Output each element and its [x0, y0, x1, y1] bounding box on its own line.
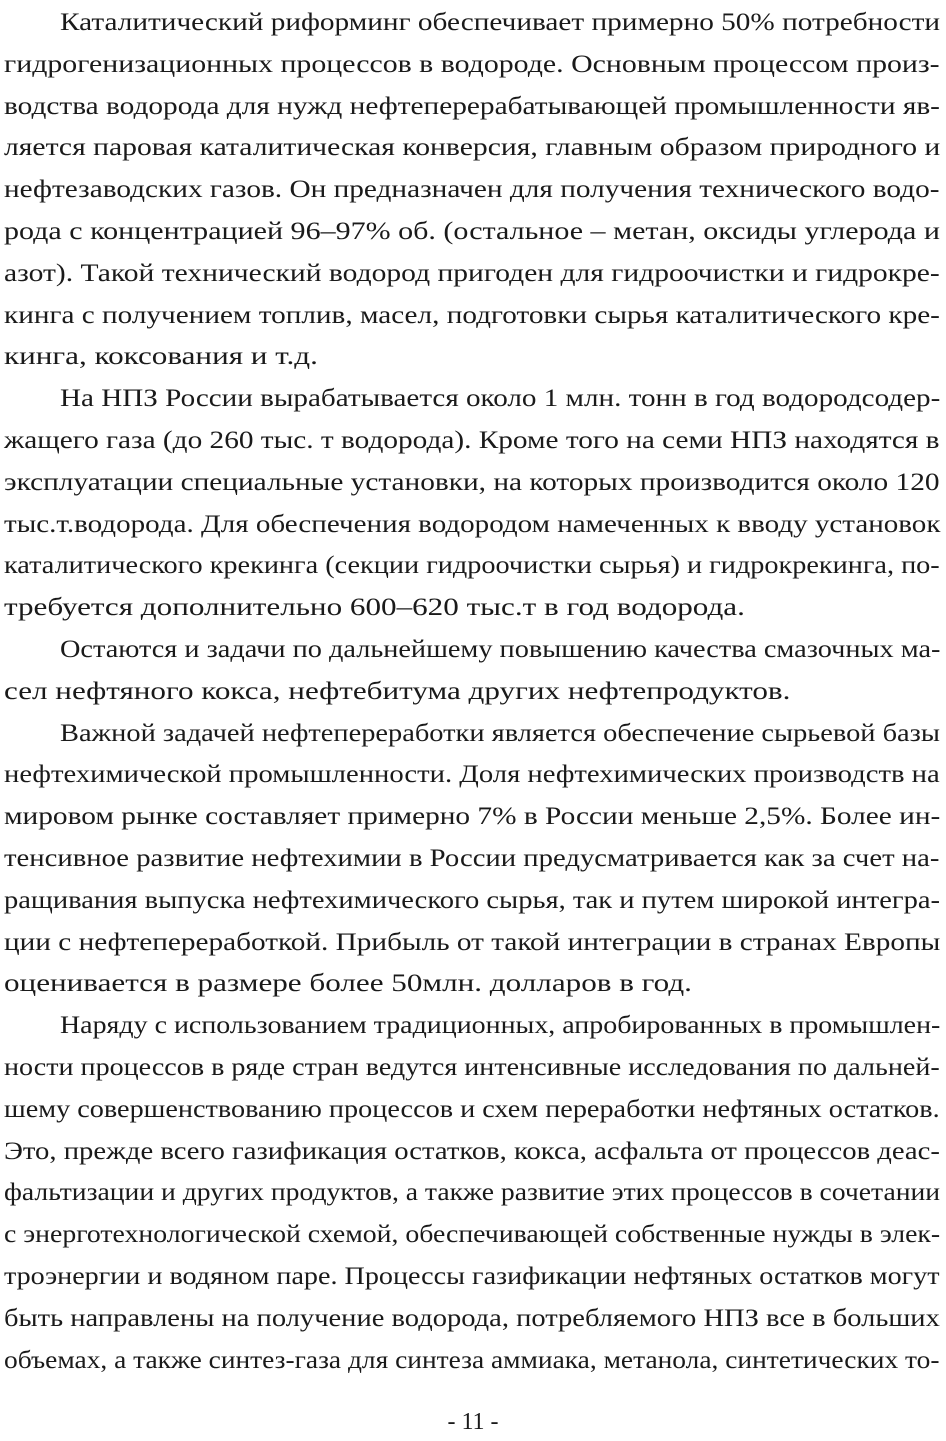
text-line: водства водорода для нужд нефтеперерабатывающей промышленности яв- [4, 90, 940, 120]
text-line: ляется паровая каталитическая конверсия, главным образом природного и [4, 132, 941, 162]
text-line: кинга, коксования и т.д. [4, 341, 318, 371]
text-line: жащего газа (до 260 тыс. т водорода). Кроме того на семи НПЗ находятся в [4, 425, 940, 454]
text-line: сел нефтяного кокса, нефтебитума других нефтепродуктов. [4, 675, 791, 705]
text-line: нефтезаводских газов. Он предназначен для получения технического водо- [4, 174, 940, 204]
text-line: Каталитический риформинг обеспечивает примерно 50% потребности [60, 7, 941, 36]
text-line: Это, прежде всего газификация остатков, кокса, асфальта от процессов деас- [4, 1135, 940, 1165]
text-line: тыс.т.водорода. Для обеспечения водородом намеченных к вводу установок [4, 508, 941, 538]
text-line: ции с нефтепереработкой. Прибыль от такой интеграции в странах Европы [4, 926, 941, 956]
text-line: тенсивное развитие нефтехимии в России предусматривается как за счет на- [4, 843, 940, 872]
text-line: азот). Такой технический водород пригоден для гидроочистки и гидрокре- [4, 257, 940, 287]
text-line: Наряду с использованием традиционных, апробированных в промышлен- [60, 1010, 941, 1040]
text-line: нефтехимической промышленности. Доля нефтехимических производств на [4, 759, 940, 789]
text-line: объемах, а также синтез-газа для синтеза аммиака, метанола, синтетических то- [4, 1344, 940, 1374]
text-line: Важной задачей нефтепереработки является обеспечение сырьевой базы [60, 717, 940, 747]
text-line: троэнергии и водяном паре. Процессы газификации нефтяных остатков могут [4, 1261, 940, 1290]
page-number: - 11 - [447, 1409, 499, 1435]
text-line: мировом рынке составляет примерно 7% в России меньше 2,5%. Более ин- [4, 801, 941, 831]
text-line: оценивается в размере более 50млн. долларов в год. [4, 968, 692, 998]
text-line: фальтизации и других продуктов, а также развитие этих процессов в сочетании [4, 1177, 941, 1207]
text-line: требуется дополнительно 600–620 тыс.т в год водорода. [4, 592, 745, 622]
text-line: быть направлены на получение водорода, потребляемого НПЗ все в больших [4, 1302, 940, 1332]
text-line: эксплуатации специальные установки, на которых производится около 120 [4, 466, 940, 496]
text-line: Остаются и задачи по дальнейшему повышению качества смазочных ма- [60, 634, 941, 663]
text-line: шему совершенствованию процессов и схем переработки нефтяных остатков. [4, 1093, 940, 1123]
text-line: кинга с получением топлив, масел, подготовки сырья каталитического кре- [4, 299, 940, 329]
text-line: гидрогенизационных процессов в водороде. Основным процессом произ- [4, 48, 940, 78]
text-line: рода с концентрацией 96–97% об. (остальное – метан, оксиды углерода и [4, 216, 940, 245]
text-line: ности процессов в ряде стран ведутся интенсивные исследования по дальней- [4, 1052, 940, 1081]
text-line: каталитического крекинга (секции гидроочистки сырья) и гидрокрекинга, по- [4, 550, 940, 580]
text-line: На НПЗ России вырабатывается около 1 млн. тонн в год водородсодер- [60, 383, 941, 413]
text-line: ращивания выпуска нефтехимического сырья, так и путем широкой интегра- [4, 884, 941, 914]
text-line: с энерготехнологической схемой, обеспечивающей собственные нужды в элек- [4, 1219, 941, 1249]
